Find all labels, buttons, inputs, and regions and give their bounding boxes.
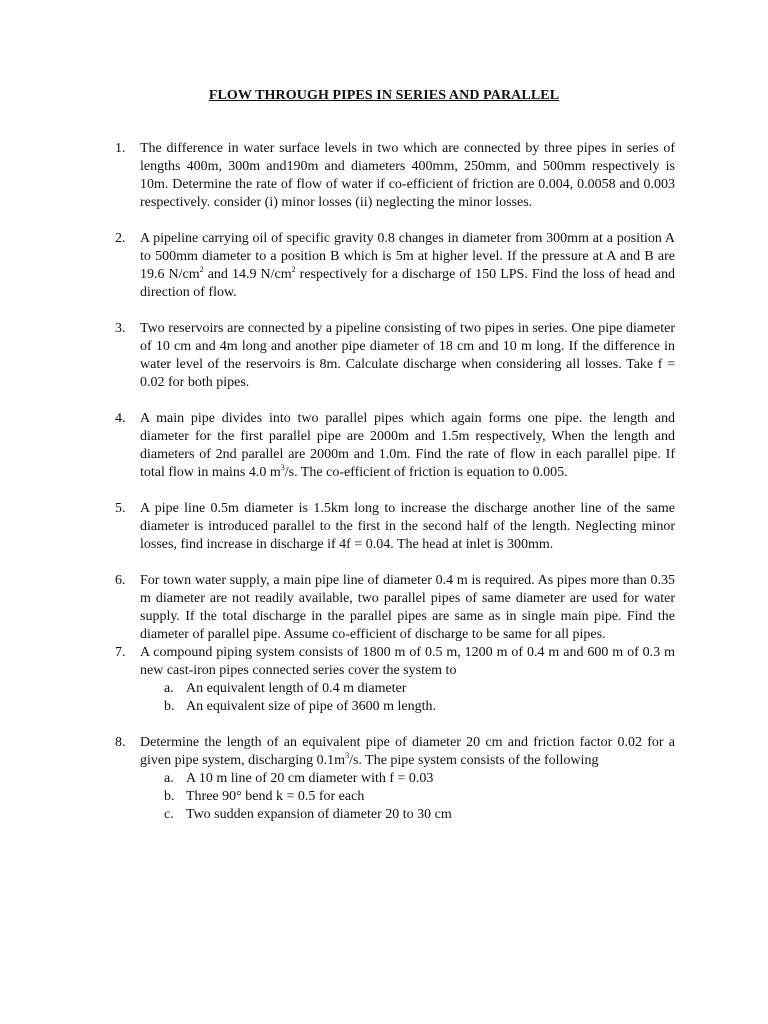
question-number: 6. [115,573,126,588]
sub-item-label: b. [164,789,175,804]
sub-item-text: Three 90° bend k = 0.5 for each [186,789,365,804]
sub-item-label: b. [164,699,175,714]
superscript: 2 [291,265,296,274]
question-text: A compound piping system consists of 1800 m of 0.5 m, 1200 m of 0.4 m and 600 m of 0.3 m new cast-iron pipes connected series cover the system to [140,645,675,678]
question-text [140,230,675,302]
superscript: 2 [199,265,204,274]
question-number: 5. [115,501,126,516]
sub-item-text: A 10 m line of 20 cm diameter with f = 0.03 [186,771,434,786]
question-text-part: and 14.9 N/cm [203,267,292,282]
question-5 [110,500,675,554]
question-text: A pipe line 0.5m diameter is 1.5km long to increase the discharge another line of the same diameter is introduced parallel to the first in the second half of the length. Neglecting minor losses, find increase in discharge if 4f = 0.04. The head at inlet is 300mm. [140,501,675,552]
question-text-part: /s. The pipe system consists of the following [349,753,599,768]
question-text-part: respectively for a discharge of 150 LPS. Find the loss of head and direction of flow. [140,267,675,300]
question-number: 3. [115,321,126,336]
sub-item [164,788,675,806]
sub-item-text: An equivalent length of 0.4 m diameter [186,681,407,696]
superscript: 3 [280,463,285,472]
question-number: 8. [115,735,126,750]
question-1 [110,140,675,212]
question-number: 2. [115,231,126,246]
question-number: 4. [115,411,126,426]
question-text-part: /s. The co-efficient of friction is equation to 0.005. [284,465,568,480]
question-text [140,410,675,482]
sub-item-list [140,680,675,716]
sub-item-label: a. [164,771,174,786]
document-title: FLOW THROUGH PIPES IN SERIES AND PARALLEL [208,88,560,103]
question-text: For town water supply, a main pipe line of diameter 0.4 m is required. As pipes more than 0.35 m diameter are not readily available, two parallel pipes of same diameter are used for water supply. If the total discharge in the parallel pipes are same as in single main pipe. Find the diameter of parallel pipe. Assume co-efficient of discharge to be same for all pipes. [140,573,675,642]
sub-item-text: Two sudden expansion of diameter 20 to 30 cm [186,807,452,822]
sub-item [164,680,675,698]
question-2 [110,230,675,302]
question-3 [110,320,675,392]
question-list [110,140,675,824]
question-7 [110,644,675,716]
question-number: 7. [115,645,126,660]
sub-item-label: a. [164,681,174,696]
sub-item-text: An equivalent size of pipe of 3600 m length. [186,699,436,714]
sub-item [164,770,675,788]
question-text: Two reservoirs are connected by a pipeline consisting of two pipes in series. One pipe diameter of 10 cm and 4m long and another pipe diameter of 18 cm and 10 m long. If the difference in water level of the reservoirs is 8m. Calculate discharge when considering all losses. Take f = 0.02 for both pipes. [140,321,675,390]
sub-item-label: c. [164,807,174,822]
question-text: The difference in water surface levels in two which are connected by three pipes in series of lengths 400m, 300m and190m and diameters 400mm, 250mm, and 500mm respectively is 10m. Determine the rate of flow of water if co-efficient of friction are 0.004, 0.0058 and 0.003 respectively. consider (i) minor losses (ii) neglecting the minor losses. [140,141,675,210]
sub-item [164,698,675,716]
question-4 [110,410,675,482]
question-text-part: Determine the length of an equivalent pipe of diameter 20 cm and friction factor 0.02 for a given pipe system, discharging 0.1m [140,735,675,768]
question-text [140,734,675,770]
sub-item-list [140,770,675,824]
question-text-part: A pipeline carrying oil of specific gravity 0.8 changes in diameter from 300mm at a position A to 500mm diameter to a position B which is 5m at higher level. If the pressure at A and B are 19.6 N/cm [140,231,675,282]
superscript: 3 [345,751,350,760]
question-text-part: A main pipe divides into two parallel pipes which again forms one pipe. the length and diameter for the first parallel pipe are 2000m and 1.5m respectively, When the length and diameters of 2nd parallel are 2000m and 1.0m. Find the rate of flow in each parallel pipe. If total flow in mains 4.0 m [140,411,675,480]
question-6 [110,572,675,644]
question-8 [110,734,675,824]
question-number: 1. [115,141,126,156]
sub-item [164,806,675,824]
